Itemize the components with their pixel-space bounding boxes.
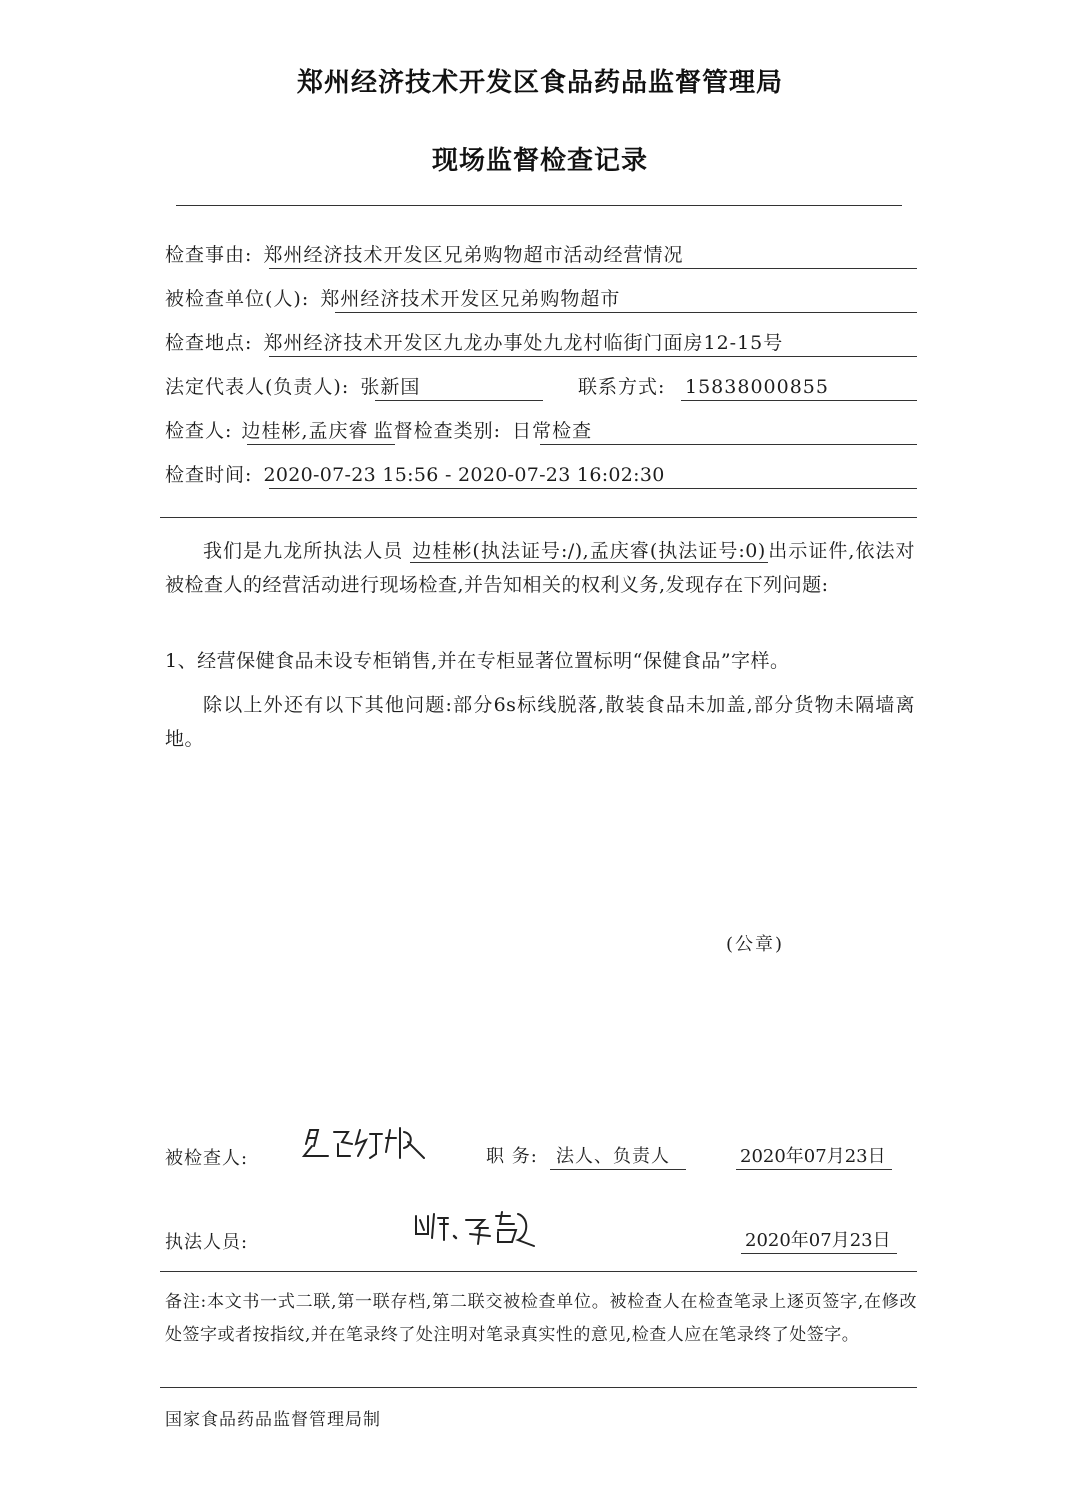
position-underline [550, 1169, 686, 1170]
category-label: 监督检查类别: [373, 420, 502, 442]
seal-placeholder: (公章) [726, 934, 785, 955]
intro-suffix: 出示证件,依法对被检查人的经营活动进行现场检查,并告知相关的权利义务,发现存在下列问题: [165, 540, 916, 596]
remark-divider-top [160, 1271, 917, 1272]
field-unit [165, 287, 917, 313]
position-label: 职 务: [486, 1146, 538, 1167]
fields-divider [160, 517, 917, 518]
intro-officers: 边桂彬(执法证号:/),孟庆睿(执法证号:0) [412, 540, 766, 562]
remark-note: 备注:本文书一式二联,第一联存档,第二联交被检查单位。被检查人在检查笔录上逐页签字,在修改处签字或者按指纹,并在笔录终了处注明对笔录真实性的意见,检查人应在笔录终了处签字。 [165, 1292, 917, 1345]
reason-label: 检查事由: [165, 244, 253, 266]
position-value: 法人、负责人 [556, 1146, 670, 1167]
field-location [165, 331, 917, 357]
rep-label: 法定代表人(负责人): [165, 376, 350, 398]
header-divider [176, 205, 902, 206]
inspector-label: 检查人: [165, 420, 233, 442]
officer-signature [410, 1206, 540, 1250]
remark-divider-bottom [160, 1387, 917, 1388]
inspected-date: 2020年07月23日 [740, 1146, 886, 1167]
officer-label: 执法人员: [165, 1232, 249, 1253]
unit-value: 郑州经济技术开发区兄弟购物超市 [320, 288, 621, 310]
officer-date: 2020年07月23日 [745, 1230, 891, 1251]
category-value: 日常检查 [512, 420, 593, 442]
inspector-underline [247, 444, 395, 445]
category-underline [540, 444, 917, 445]
inspected-label: 被检查人: [165, 1148, 249, 1169]
rep-underline [375, 400, 543, 401]
time-label: 检查时间: [165, 464, 253, 486]
intro-paragraph [165, 534, 915, 602]
location-label: 检查地点: [165, 332, 253, 354]
inspected-date-underline [736, 1169, 892, 1170]
unit-underline [335, 312, 917, 313]
field-time [165, 463, 917, 489]
unit-label: 被检查单位(人): [165, 288, 310, 310]
field-inspector [165, 419, 917, 445]
document-title: 现场监督检查记录 [431, 146, 648, 176]
field-representative [165, 375, 917, 401]
intro-prefix: 我们是九龙所执法人员 [203, 540, 404, 562]
officer-date-underline [741, 1253, 897, 1254]
location-value: 郑州经济技术开发区九龙办事处九龙村临街门面房12-15号 [263, 332, 784, 354]
contact-label: 联系方式: [578, 376, 666, 398]
issuer-line: 国家食品药品监督管理局制 [165, 1410, 381, 1430]
inspector-value: 边桂彬,孟庆睿 [241, 420, 369, 442]
contact-value: 15838000855 [685, 376, 829, 398]
agency-title: 郑州经济技术开发区食品药品监督管理局 [296, 68, 783, 98]
issue-1: 1、经营保健食品未设专柜销售,并在专柜显著位置标明“保健食品”字样。 [165, 650, 790, 672]
rep-value: 张新国 [360, 376, 421, 398]
time-underline [269, 488, 917, 489]
field-reason [165, 243, 917, 269]
reason-value: 郑州经济技术开发区兄弟购物超市活动经营情况 [263, 244, 684, 266]
location-underline [269, 356, 917, 357]
contact-underline [681, 400, 917, 401]
inspected-signature [300, 1122, 432, 1166]
time-value: 2020-07-23 15:56 - 2020-07-23 16:02:30 [263, 464, 665, 486]
reason-underline [269, 268, 917, 269]
other-issues: 除以上外还有以下其他问题:部分6s标线脱落,散装食品未加盖,部分货物未隔墙离地。 [165, 694, 915, 750]
